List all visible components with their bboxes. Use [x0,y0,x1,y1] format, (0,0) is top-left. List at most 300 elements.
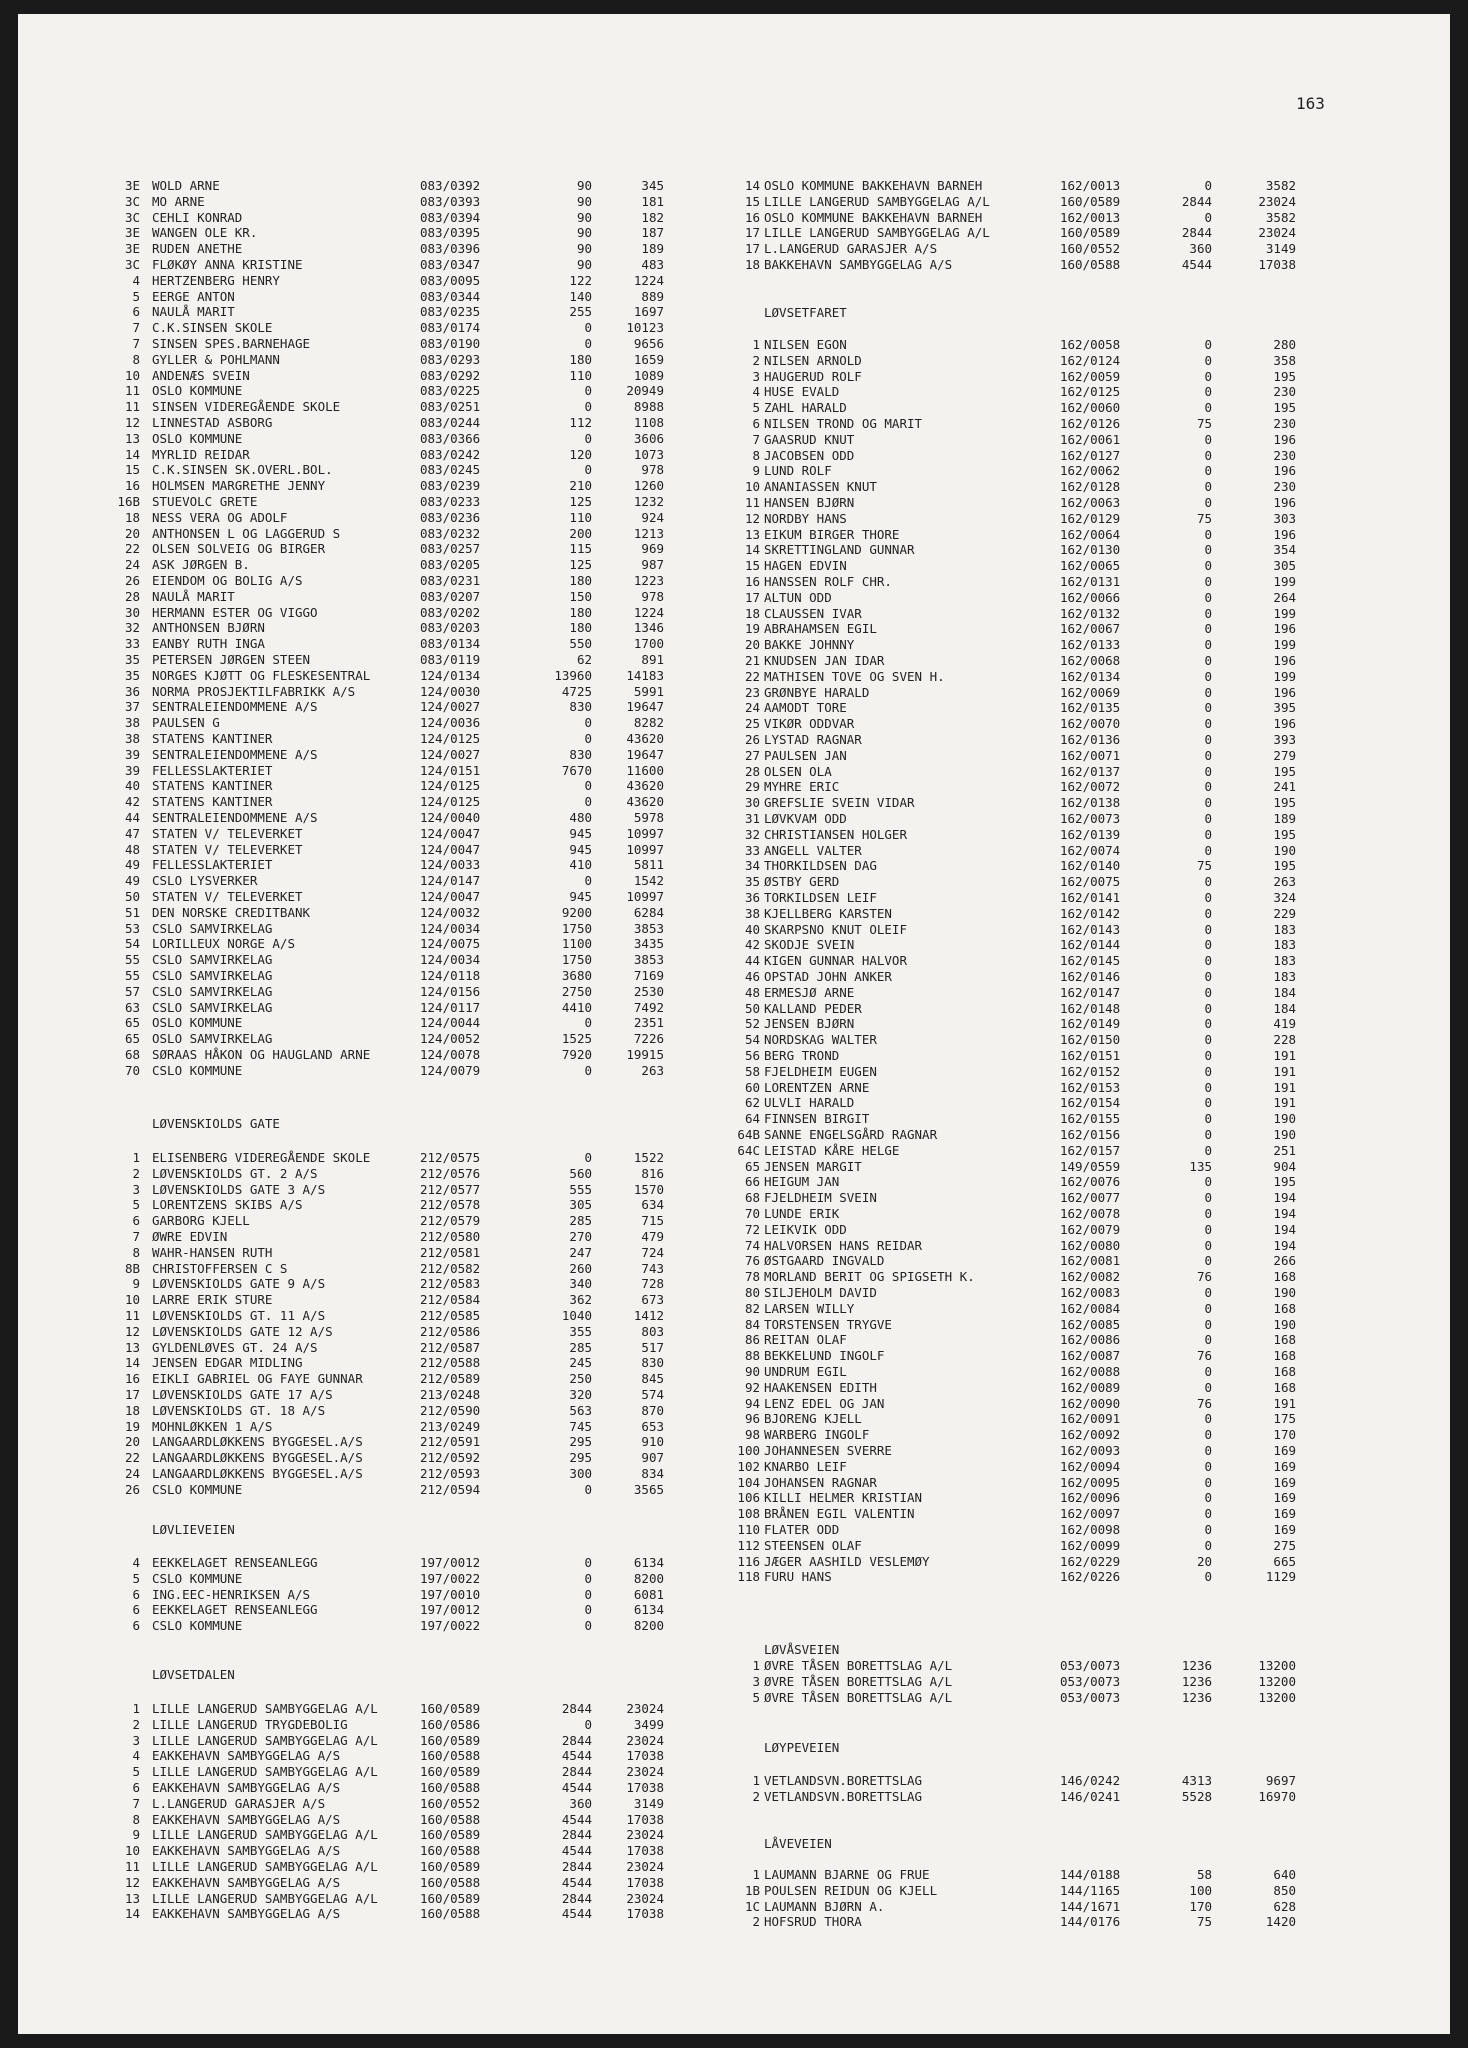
gardsnr: 083/0239 [420,478,481,494]
eiendom-number: 20 [124,525,140,541]
takst: 1100 [561,936,592,952]
gardsnr: 162/0075 [1060,874,1121,890]
eiendom-number: 6 [752,416,760,431]
takst: 4544 [561,1748,592,1764]
areal: 241 [1273,779,1296,795]
takst: 0 [1204,684,1212,700]
areal: 715 [641,1213,664,1229]
takst: 0 [1204,953,1212,969]
gardsnr: 083/0244 [420,415,481,430]
eiendom-number: 82 [744,1300,760,1316]
owner-name: MO ARNE [152,193,205,209]
owner-name: ØSTGAARD INGVALD [764,1253,885,1269]
owner-name: HEIGUM JAN [764,1174,840,1190]
takst: 5528 [1181,1788,1212,1804]
takst: 0 [1204,1032,1212,1048]
takst: 0 [1204,874,1212,890]
lovsetfaret-row [18,700,1418,716]
areal: 23024 [626,1890,664,1906]
gardsnr: 083/0225 [420,383,481,399]
takst: 0 [1204,842,1212,858]
gardsnr: 162/0147 [1060,984,1121,1000]
gardsnr: 083/0190 [420,336,481,351]
owner-name: STATENS KANTINER [152,778,273,794]
eiendom-number: 4 [132,1555,140,1570]
gardsnr: 124/0033 [420,857,481,873]
owner-name: ULVLI HARALD [764,1095,855,1111]
eiendom-number: 3E [124,241,140,257]
eiendom-number: 65 [124,1015,140,1031]
owner-name: SILJEHOLM DAVID [764,1285,877,1300]
takst: 120 [569,446,592,462]
takst: 945 [569,841,592,857]
eiendom-number: 66 [744,1174,760,1190]
areal: 19647 [626,699,664,715]
owner-name: SKRETTINGLAND GUNNAR [764,542,915,558]
takst: 0 [1204,1285,1212,1300]
eiendom-number: 30 [124,604,140,620]
gardsnr: 162/0151 [1060,1048,1121,1063]
owner-name: JACOBSEN ODD [764,447,855,463]
laveveien-row [18,1883,1418,1899]
eiendom-number: 12 [124,1323,140,1339]
gardsnr: 162/0085 [1060,1316,1121,1332]
areal: 230 [1273,416,1296,431]
eiendom-number: 104 [737,1474,760,1490]
gardsnr: 083/0205 [420,557,481,573]
areal: 803 [641,1323,664,1339]
gardsnr: 212/0579 [420,1213,481,1229]
lovsetfaret-row [18,495,1418,511]
owner-name: HOFSRUD THORA [764,1914,862,1930]
eiendom-number: 1C [744,1898,760,1914]
owner-name: SKODJE SVEIN [764,937,855,953]
gardsnr: 162/0076 [1060,1174,1121,1190]
areal: 978 [641,588,664,604]
areal: 5991 [633,683,664,699]
takst: 0 [584,778,592,794]
areal: 195 [1273,795,1296,811]
owner-name: LØVENSKIOLDS GATE 9 A/S [152,1276,326,1292]
lovsetfaret-row [18,527,1418,543]
takst: 4544 [561,1843,592,1859]
gardsnr: 124/0027 [420,746,481,762]
areal: 195 [1273,858,1296,874]
owner-name: LØVENSKIOLDS GATE 17 A/S [152,1387,333,1402]
eiendom-number: 116 [737,1553,760,1569]
takst: 0 [584,1015,592,1031]
areal: 275 [1273,1537,1296,1553]
owner-name: SENTRALEIENDOMMENE A/S [152,699,318,715]
gardsnr: 212/0592 [420,1450,481,1466]
areal: 191 [1273,1063,1296,1079]
eiendom-number: 10 [744,479,760,495]
takst: 0 [1204,1142,1212,1158]
owner-name: OLSEN OLA [764,763,832,779]
lovsetfaret-row [18,716,1418,732]
owner-name: ANDENÆS SVEIN [152,367,250,383]
areal: 229 [1273,905,1296,921]
lovsetfaret-row [18,1222,1418,1238]
gardsnr: 160/0552 [420,1795,481,1811]
takst: 0 [1204,1111,1212,1127]
owner-name: ZAHL HARALD [764,400,847,416]
owner-name: KIGEN GUNNAR HALVOR [764,953,907,969]
eiendom-number: 70 [124,1062,140,1078]
eiendom-number: 68 [124,1047,140,1062]
owner-name: OSLO KOMMUNE BAKKEHAVN BARNEH [764,209,983,225]
right-row [18,225,1418,241]
gardsnr: 162/0070 [1060,716,1121,732]
areal: 7169 [633,968,664,983]
eiendom-number: 30 [744,795,760,811]
areal: 280 [1273,337,1296,352]
eiendom-number: 57 [124,983,140,999]
owner-name: EIENDOM OG BOLIG A/S [152,573,303,588]
areal: 251 [1273,1142,1296,1158]
gardsnr: 083/0396 [420,241,481,257]
eiendom-number: 24 [744,700,760,716]
eiendom-number: 7 [132,336,140,351]
gardsnr: 162/0098 [1060,1522,1121,1537]
owner-name: CSLO KOMMUNE [152,1618,243,1634]
owner-name: KALLAND PEDER [764,1000,862,1016]
owner-name: LANGAARDLØKKENS BYGGESEL.A/S [152,1466,363,1481]
takst: 0 [1204,400,1212,416]
takst: 0 [1204,1490,1212,1506]
areal: 184 [1273,984,1296,1000]
eiendom-number: 31 [744,811,760,826]
areal: 182 [641,209,664,225]
takst: 2844 [561,1732,592,1748]
eiendom-number: 35 [124,652,140,667]
eiendom-number: 26 [744,732,760,747]
gardsnr: 160/0586 [420,1716,481,1732]
gardsnr: 212/0594 [420,1481,481,1497]
eiendom-number: 2 [132,1716,140,1732]
takst: 0 [584,336,592,351]
owner-name: ING.EEC-HENRIKSEN A/S [152,1586,311,1602]
eiendom-number: 112 [737,1537,760,1553]
lovsetfaret-row [18,1206,1418,1222]
eiendom-number: 3E [124,178,140,193]
owner-name: EANBY RUTH INGA [152,636,265,652]
eiendom-number: 44 [124,810,140,825]
lovsetfaret-row [18,511,1418,527]
owner-name: NESS VERA OG ADOLF [152,509,288,525]
takst: 830 [569,699,592,715]
owner-name: OPSTAD JOHN ANKER [764,969,892,984]
gardsnr: 160/0588 [1060,257,1121,272]
lovsetdalen-row [18,1748,1418,1764]
areal: 23024 [626,1732,664,1748]
eiendom-number: 15 [124,462,140,478]
eiendom-number: 38 [124,731,140,746]
takst: 0 [1204,826,1212,842]
takst: 90 [576,178,592,193]
eiendom-number: 3C [124,257,140,272]
owner-name: LORILLEUX NORGE A/S [152,936,295,952]
lovsetfaret-row [18,479,1418,495]
right-row [18,257,1418,273]
gardsnr: 162/0095 [1060,1474,1121,1490]
eiendom-number: 50 [744,1000,760,1016]
takst: 200 [569,525,592,541]
lovsetfaret-row [18,953,1418,969]
lovsetfaret-row [18,1506,1418,1522]
owner-name: NORMA PROSJEKTILFABRIKK A/S [152,683,356,699]
owner-name: HERMANN ESTER OG VIGGO [152,604,318,620]
gardsnr: 162/0124 [1060,352,1121,368]
gardsnr: 053/0073 [1060,1673,1121,1689]
owner-name: HUSE EVALD [764,384,840,400]
lovsetfaret-row [18,1032,1418,1048]
takst: 0 [1204,447,1212,463]
areal: 187 [641,225,664,241]
areal: 168 [1273,1332,1296,1348]
gardsnr: 212/0580 [420,1229,481,1244]
owner-name: NORDBY HANS [764,510,847,526]
eiendom-number: 18 [124,509,140,525]
lovsetfaret-row [18,1095,1418,1111]
owner-name: OSLO KOMMUNE BAKKEHAVN BARNEH [764,178,983,193]
eiendom-number: 64C [737,1142,760,1158]
gardsnr: 162/0060 [1060,400,1121,416]
owner-name: LILLE LANGERUD SAMBYGGELAG A/L [152,1764,378,1780]
gardsnr: 144/0188 [1060,1867,1121,1882]
gardsnr: 212/0586 [420,1323,481,1339]
owner-name: MYHRE ERIC [764,779,840,795]
eiendom-number: 16 [124,478,140,494]
eiendom-number: 3C [124,209,140,225]
gardsnr: 162/0139 [1060,826,1121,842]
eiendom-number: 12 [124,1874,140,1890]
takst: 0 [1204,463,1212,479]
lovsetfaret-row [18,1285,1418,1301]
gardsnr: 162/0087 [1060,1348,1121,1364]
areal: 183 [1273,921,1296,937]
gardsnr: 144/1671 [1060,1898,1121,1914]
owner-name: BAKKEHAVN SAMBYGGELAG A/S [764,257,953,272]
takst: 0 [1204,1332,1212,1348]
areal: 743 [641,1260,664,1276]
eiendom-number: 80 [744,1285,760,1300]
eiendom-number: 106 [737,1490,760,1506]
gardsnr: 162/0138 [1060,795,1121,811]
areal: 23024 [626,1764,664,1780]
owner-name: LORENTZEN ARNE [764,1079,870,1095]
eiendom-number: 5 [752,1689,760,1705]
takst: 0 [584,1062,592,1078]
eiendom-number: 5 [132,1764,140,1780]
gardsnr: 162/0150 [1060,1032,1121,1048]
takst: 0 [1204,937,1212,953]
takst: 90 [576,257,592,272]
takst: 4725 [561,683,592,699]
areal: 1570 [633,1181,664,1197]
eiendom-number: 5 [132,288,140,304]
takst: 0 [584,399,592,415]
takst: 0 [1204,1316,1212,1332]
takst: 4410 [561,999,592,1015]
areal: 5811 [633,857,664,873]
areal: 196 [1273,653,1296,668]
owner-name: STATEN V/ TELEVERKET [152,841,303,857]
takst: 0 [1204,479,1212,495]
areal: 3149 [633,1795,664,1811]
gardsnr: 083/0174 [420,320,481,336]
owner-name: TORSTENSEN TRYGVE [764,1316,892,1332]
eiendom-number: 14 [744,542,760,558]
eiendom-number: 9 [132,1827,140,1843]
owner-name: PAULSEN G [152,715,220,731]
lovsetfaret-row [18,1364,1418,1380]
owner-name: CHRISTIANSEN HOLGER [764,826,907,842]
eiendom-number: 100 [737,1443,760,1458]
gardsnr: 212/0584 [420,1292,481,1308]
gardsnr: 160/0588 [420,1780,481,1795]
gardsnr: 124/0047 [420,841,481,857]
lovsetfaret-row [18,1111,1418,1127]
section-title-lovasveien: LØVÅSVEIEN [764,1642,840,1657]
lovsetfaret-row [18,1080,1418,1096]
owner-name: DEN NORSKE CREDITBANK [152,904,311,920]
eiendom-number: 49 [124,857,140,873]
takst: 4544 [561,1811,592,1827]
lovlieveien-row [18,1587,1418,1603]
owner-name: LARSEN WILLY [764,1300,855,1316]
gardsnr: 162/0083 [1060,1285,1121,1300]
takst: 362 [569,1292,592,1308]
takst: 945 [569,889,592,904]
owner-name: GYLDENLØVES GT. 24 A/S [152,1339,318,1355]
gardsnr: 083/0292 [420,367,481,383]
eiendom-number: 42 [124,794,140,810]
areal: 5978 [633,810,664,825]
takst: 0 [584,715,592,731]
takst: 2844 [561,1827,592,1843]
areal: 987 [641,557,664,573]
gardsnr: 124/0052 [420,1031,481,1047]
lovsetfaret-row [18,590,1418,606]
owner-name: FLATER ODD [764,1522,840,1537]
owner-name: NILSEN ARNOLD [764,352,862,368]
owner-name: ØVRE TÅSEN BORETTSLAG A/L [764,1658,953,1673]
owner-name: STATENS KANTINER [152,731,273,746]
page-number: 163 [1296,94,1325,113]
takst: 0 [1204,542,1212,558]
gardsnr: 083/0395 [420,225,481,241]
owner-name: C.K.SINSEN SKOLE [152,320,273,336]
right-row [18,210,1418,226]
gardsnr: 162/0226 [1060,1569,1121,1585]
takst: 0 [1204,384,1212,400]
owner-name: LUNDE ERIK [764,1206,840,1221]
lovsetfaret-row [18,1048,1418,1064]
owner-name: POULSEN REIDUN OG KJELL [764,1882,938,1898]
areal: 17038 [626,1906,664,1922]
eiendom-number: 12 [124,415,140,430]
areal: 23024 [626,1827,664,1843]
takst: 180 [569,351,592,367]
gardsnr: 212/0583 [420,1276,481,1292]
owner-name: LORENTZENS SKIBS A/S [152,1197,303,1213]
gardsnr: 162/0069 [1060,684,1121,700]
areal: 393 [1273,732,1296,747]
lovsetfaret-row [18,732,1418,748]
eiendom-number: 7 [132,1795,140,1811]
eiendom-number: 70 [744,1206,760,1221]
areal: 196 [1273,463,1296,479]
takst: 125 [569,494,592,509]
eiendom-number: 46 [744,969,760,984]
lovsetfaret-row [18,779,1418,795]
areal: 10997 [626,841,664,857]
takst: 7670 [561,762,592,778]
takst: 3680 [561,968,592,983]
eiendom-number: 6 [132,1780,140,1795]
takst: 140 [569,288,592,304]
areal: 1412 [633,1308,664,1323]
eiendom-number: 20 [744,637,760,653]
takst: 110 [569,367,592,383]
takst: 563 [569,1402,592,1418]
owner-name: LØVENSKIOLDS GATE 3 A/S [152,1181,326,1197]
gardsnr: 083/0203 [420,620,481,636]
takst: 75 [1196,510,1212,526]
takst: 1236 [1181,1673,1212,1689]
takst: 0 [1204,921,1212,937]
owner-name: MOHNLØKKEN 1 A/S [152,1418,273,1434]
takst: 0 [1204,1079,1212,1095]
takst: 0 [1204,1253,1212,1269]
eiendom-number: 76 [744,1253,760,1269]
takst: 0 [1204,1095,1212,1111]
gardsnr: 212/0590 [420,1402,481,1418]
gardsnr: 162/0229 [1060,1553,1121,1569]
eiendom-number: 28 [124,588,140,604]
areal: 168 [1273,1269,1296,1285]
takst: 0 [1204,605,1212,621]
takst: 0 [1204,1506,1212,1522]
areal: 634 [641,1197,664,1213]
gardsnr: 160/0589 [420,1859,481,1874]
takst: 0 [1204,1063,1212,1079]
eiendom-number: 11 [124,1859,140,1874]
lovsetfaret-row [18,874,1418,890]
eiendom-number: 1B [744,1882,760,1898]
gardsnr: 124/0044 [420,1015,481,1031]
areal: 17038 [626,1811,664,1827]
gardsnr: 144/1165 [1060,1882,1121,1898]
areal: 196 [1273,431,1296,447]
gardsnr: 124/0125 [420,731,481,746]
areal: 1542 [633,873,664,889]
gardsnr: 162/0077 [1060,1190,1121,1206]
owner-name: MATHISEN TOVE OG SVEN H. [764,668,945,684]
areal: 10997 [626,825,664,841]
eiendom-number: 110 [737,1522,760,1537]
gardsnr: 162/0126 [1060,416,1121,431]
takst: 0 [584,1716,592,1732]
lovsetfaret-row [18,1459,1418,1475]
owner-name: STATENS KANTINER [152,794,273,810]
eiendom-number: 21 [744,653,760,668]
gardsnr: 083/0393 [420,193,481,209]
gardsnr: 197/0012 [420,1555,481,1570]
areal: 230 [1273,384,1296,400]
eiendom-number: 14 [124,446,140,462]
